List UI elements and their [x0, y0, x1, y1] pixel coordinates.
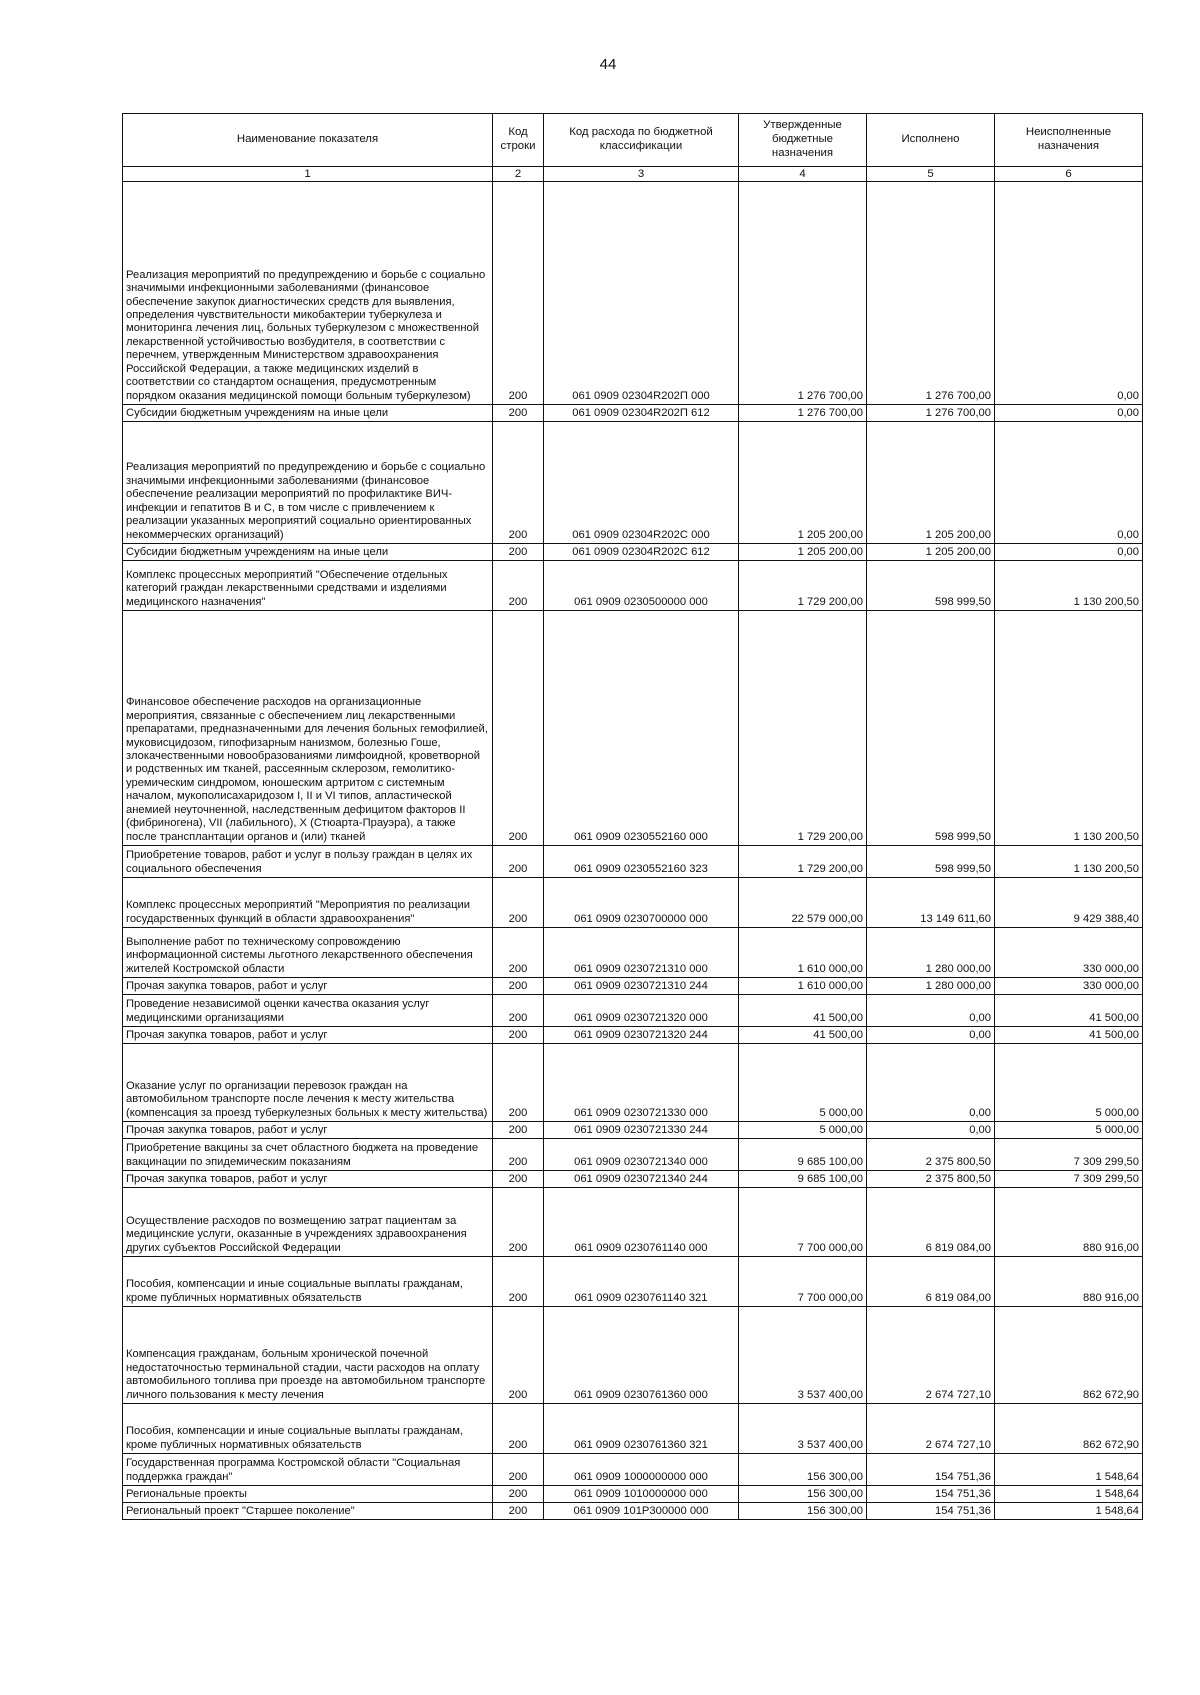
cell-line-code: 200	[493, 978, 544, 995]
cell-line-code: 200	[493, 611, 544, 846]
cell-indicator-name: Комплекс процессных мероприятий "Мероприятия по реализации государственных функций в области здравоохранения"	[123, 878, 493, 928]
table-row	[123, 611, 1143, 846]
cell-approved: 7 700 000,00	[739, 1257, 867, 1307]
cell-executed: 0,00	[867, 995, 995, 1027]
cell-expense-code: 061 0909 0230761140 000	[544, 1188, 739, 1257]
cell-unexecuted: 41 500,00	[995, 1027, 1143, 1044]
table-row	[123, 1454, 1143, 1486]
cell-expense-code: 061 0909 1000000000 000	[544, 1454, 739, 1486]
cell-expense-code: 061 0909 0230721330 244	[544, 1122, 739, 1139]
cell-executed: 1 276 700,00	[867, 182, 995, 405]
budget-execution-table	[122, 113, 1143, 1520]
cell-line-code: 200	[493, 1257, 544, 1307]
cell-expense-code: 061 0909 02304R202С 612	[544, 544, 739, 561]
cell-approved: 5 000,00	[739, 1044, 867, 1122]
cell-indicator-name: Компенсация гражданам, больным хронической почечной недостаточностью терминальной стадии, части расходов на оплату автомобильного топлива при проезде на автомобильном транспорте личного пользования к месту лечения	[123, 1307, 493, 1404]
cell-approved: 1 729 200,00	[739, 561, 867, 611]
cell-expense-code: 061 0909 0230721320 244	[544, 1027, 739, 1044]
cell-line-code: 200	[493, 1307, 544, 1404]
table-row	[123, 182, 1143, 405]
table-row	[123, 1503, 1143, 1520]
cell-executed: 2 375 800,50	[867, 1171, 995, 1188]
cell-line-code: 200	[493, 1454, 544, 1486]
cell-expense-code: 061 0909 0230721340 244	[544, 1171, 739, 1188]
cell-indicator-name: Пособия, компенсации и иные социальные выплаты гражданам, кроме публичных нормативных обязательств	[123, 1257, 493, 1307]
cell-indicator-name: Комплекс процессных мероприятий "Обеспечение отдельных категорий граждан лекарственными средствами и изделиями медицинского назначения"	[123, 561, 493, 611]
cell-expense-code: 061 0909 0230761360 000	[544, 1307, 739, 1404]
cell-approved: 1 729 200,00	[739, 846, 867, 878]
table-row	[123, 1307, 1143, 1404]
column-number-row	[123, 167, 1143, 182]
table-row	[123, 544, 1143, 561]
cell-approved: 22 579 000,00	[739, 878, 867, 928]
header-indicator-name: Наименование показателя	[123, 114, 493, 167]
cell-line-code: 200	[493, 182, 544, 405]
table-row	[123, 846, 1143, 878]
cell-line-code: 200	[493, 846, 544, 878]
page-number: 44	[599, 56, 617, 73]
cell-approved: 5 000,00	[739, 1122, 867, 1139]
cell-expense-code: 061 0909 02304R202П 612	[544, 405, 739, 422]
cell-executed: 154 751,36	[867, 1454, 995, 1486]
cell-line-code: 200	[493, 1486, 544, 1503]
cell-executed: 598 999,50	[867, 561, 995, 611]
cell-indicator-name: Приобретение вакцины за счет областного бюджета на проведение вакцинации по эпидемическим показаниям	[123, 1139, 493, 1171]
cell-unexecuted: 0,00	[995, 182, 1143, 405]
cell-expense-code: 061 0909 0230721310 000	[544, 928, 739, 978]
cell-approved: 1 276 700,00	[739, 182, 867, 405]
table-row	[123, 1122, 1143, 1139]
cell-unexecuted: 1 130 200,50	[995, 611, 1143, 846]
cell-indicator-name: Реализация мероприятий по предупреждению и борьбе с социально значимыми инфекционными заболеваниями (финансовое обеспечение реализации мероприятий по профилактике ВИЧ- инфекции и гепатитов В и С, в том числе с привлечением к реализации указанных мероприятий социально ориентированных некоммерческих организаций)	[123, 422, 493, 544]
cell-executed: 1 205 200,00	[867, 422, 995, 544]
cell-executed: 1 280 000,00	[867, 978, 995, 995]
cell-approved: 1 729 200,00	[739, 611, 867, 846]
cell-indicator-name: Осуществление расходов по возмещению затрат пациентам за медицинские услуги, оказанные в учреждениях здравоохранения других субъектов Российской Федерации	[123, 1188, 493, 1257]
cell-unexecuted: 1 130 200,50	[995, 561, 1143, 611]
cell-indicator-name: Государственная программа Костромской области "Социальная поддержка граждан"	[123, 1454, 493, 1486]
cell-executed: 13 149 611,60	[867, 878, 995, 928]
cell-approved: 3 537 400,00	[739, 1307, 867, 1404]
cell-line-code: 200	[493, 878, 544, 928]
cell-approved: 1 205 200,00	[739, 422, 867, 544]
table-row	[123, 878, 1143, 928]
cell-expense-code: 061 0909 0230761140 321	[544, 1257, 739, 1307]
header-executed: Исполнено	[867, 114, 995, 167]
cell-unexecuted: 0,00	[995, 544, 1143, 561]
cell-line-code: 200	[493, 405, 544, 422]
cell-line-code: 200	[493, 995, 544, 1027]
table-row	[123, 405, 1143, 422]
cell-expense-code: 061 0909 0230700000 000	[544, 878, 739, 928]
table-row	[123, 422, 1143, 544]
cell-unexecuted: 5 000,00	[995, 1044, 1143, 1122]
table-header-row	[123, 114, 1143, 167]
cell-unexecuted: 1 130 200,50	[995, 846, 1143, 878]
cell-expense-code: 061 0909 0230721310 244	[544, 978, 739, 995]
cell-indicator-name: Оказание услуг по организации перевозок граждан на автомобильном транспорте после лечения к месту жительства (компенсация за проезд туберкулезных больных к месту жительства)	[123, 1044, 493, 1122]
cell-approved: 7 700 000,00	[739, 1188, 867, 1257]
cell-executed: 0,00	[867, 1027, 995, 1044]
cell-approved: 41 500,00	[739, 1027, 867, 1044]
cell-executed: 6 819 084,00	[867, 1188, 995, 1257]
cell-executed: 1 280 000,00	[867, 928, 995, 978]
cell-expense-code: 061 0909 0230721320 000	[544, 995, 739, 1027]
table-row	[123, 928, 1143, 978]
cell-expense-code: 061 0909 02304R202С 000	[544, 422, 739, 544]
cell-unexecuted: 7 309 299,50	[995, 1139, 1143, 1171]
cell-approved: 9 685 100,00	[739, 1139, 867, 1171]
header-unexecuted: Неисполненные назначения	[995, 114, 1143, 167]
cell-unexecuted: 1 548,64	[995, 1503, 1143, 1520]
cell-unexecuted: 5 000,00	[995, 1122, 1143, 1139]
cell-unexecuted: 1 548,64	[995, 1486, 1143, 1503]
cell-approved: 156 300,00	[739, 1503, 867, 1520]
cell-unexecuted: 330 000,00	[995, 978, 1143, 995]
cell-line-code: 200	[493, 1139, 544, 1171]
cell-line-code: 200	[493, 422, 544, 544]
cell-indicator-name: Прочая закупка товаров, работ и услуг	[123, 978, 493, 995]
cell-expense-code: 061 0909 0230552160 000	[544, 611, 739, 846]
cell-approved: 41 500,00	[739, 995, 867, 1027]
cell-executed: 1 276 700,00	[867, 405, 995, 422]
cell-indicator-name: Прочая закупка товаров, работ и услуг	[123, 1122, 493, 1139]
table-body	[123, 182, 1143, 1520]
cell-unexecuted: 862 672,90	[995, 1307, 1143, 1404]
cell-expense-code: 061 0909 0230721340 000	[544, 1139, 739, 1171]
column-number: 4	[739, 167, 867, 182]
cell-expense-code: 061 0909 0230721330 000	[544, 1044, 739, 1122]
cell-unexecuted: 880 916,00	[995, 1257, 1143, 1307]
table-row	[123, 978, 1143, 995]
cell-unexecuted: 0,00	[995, 405, 1143, 422]
cell-executed: 598 999,50	[867, 611, 995, 846]
cell-line-code: 200	[493, 561, 544, 611]
cell-indicator-name: Региональный проект "Старшее поколение"	[123, 1503, 493, 1520]
column-number: 5	[867, 167, 995, 182]
column-number: 6	[995, 167, 1143, 182]
cell-indicator-name: Прочая закупка товаров, работ и услуг	[123, 1027, 493, 1044]
cell-unexecuted: 7 309 299,50	[995, 1171, 1143, 1188]
table-row	[123, 1027, 1143, 1044]
header-approved: Утвержденные бюджетные назначения	[739, 114, 867, 167]
cell-executed: 1 205 200,00	[867, 544, 995, 561]
cell-indicator-name: Выполнение работ по техническому сопровождению информационной системы льготного лекарственного обеспечения жителей Костромской области	[123, 928, 493, 978]
cell-executed: 154 751,36	[867, 1486, 995, 1503]
cell-indicator-name: Субсидии бюджетным учреждениям на иные цели	[123, 405, 493, 422]
cell-indicator-name: Финансовое обеспечение расходов на организационные мероприятия, связанные с обеспечением лиц лекарственными препаратами, предназначенными для лечения больных гемофилией, муковисцидозом, гипофизарным нанизмом, болезнью Гоше, злокачественными новообразованиями лимфоидной, кроветворной и родственных им тканей, рассеянным склерозом, гемолитико-уремическим синдромом, юношеским артритом с системным началом, мукополисахаридозом I, II и VI типов, апластической анемией неуточненной, наследственным дефицитом факторов II (фибриногена), VII (лабильного), X (Стюарта-Прауэра), а также после трансплантации органов и (или) тканей	[123, 611, 493, 846]
cell-expense-code: 061 0909 0230500000 000	[544, 561, 739, 611]
cell-expense-code: 061 0909 02304R202П 000	[544, 182, 739, 405]
cell-executed: 2 674 727,10	[867, 1307, 995, 1404]
cell-approved: 156 300,00	[739, 1454, 867, 1486]
column-number: 2	[493, 167, 544, 182]
cell-unexecuted: 9 429 388,40	[995, 878, 1143, 928]
cell-indicator-name: Приобретение товаров, работ и услуг в пользу граждан в целях их социального обеспечения	[123, 846, 493, 878]
cell-unexecuted: 330 000,00	[995, 928, 1143, 978]
cell-indicator-name: Реализация мероприятий по предупреждению и борьбе с социально значимыми инфекционными заболеваниями (финансовое обеспечение закупок диагностических средств для выявления, определения чувствительности микобактерии туберкулеза и мониторинга лечения лиц, больных туберкулезом с множественной лекарственной устойчивостью возбудителя, в соответствии с перечнем, утвержденным Министерством здравоохранения Российской Федерации, а также медицинских изделий в соответствии со стандартом оснащения, предусмотренным порядком оказания медицинской помощи больным туберкулезом)	[123, 182, 493, 405]
cell-executed: 6 819 084,00	[867, 1257, 995, 1307]
cell-approved: 3 537 400,00	[739, 1404, 867, 1454]
cell-unexecuted: 41 500,00	[995, 995, 1143, 1027]
table-row	[123, 1257, 1143, 1307]
cell-executed: 598 999,50	[867, 846, 995, 878]
cell-indicator-name: Пособия, компенсации и иные социальные выплаты гражданам, кроме публичных нормативных обязательств	[123, 1404, 493, 1454]
cell-line-code: 200	[493, 1171, 544, 1188]
cell-expense-code: 061 0909 1010000000 000	[544, 1486, 739, 1503]
cell-approved: 156 300,00	[739, 1486, 867, 1503]
cell-approved: 1 610 000,00	[739, 978, 867, 995]
cell-unexecuted: 1 548,64	[995, 1454, 1143, 1486]
table-row	[123, 1404, 1143, 1454]
table-row	[123, 995, 1143, 1027]
cell-line-code: 200	[493, 1122, 544, 1139]
cell-approved: 1 205 200,00	[739, 544, 867, 561]
cell-indicator-name: Прочая закупка товаров, работ и услуг	[123, 1171, 493, 1188]
column-number: 3	[544, 167, 739, 182]
cell-line-code: 200	[493, 1404, 544, 1454]
column-number: 1	[123, 167, 493, 182]
cell-unexecuted: 880 916,00	[995, 1188, 1143, 1257]
cell-line-code: 200	[493, 928, 544, 978]
table-row	[123, 1044, 1143, 1122]
cell-unexecuted: 862 672,90	[995, 1404, 1143, 1454]
cell-indicator-name: Региональные проекты	[123, 1486, 493, 1503]
cell-line-code: 200	[493, 1188, 544, 1257]
cell-expense-code: 061 0909 101Р300000 000	[544, 1503, 739, 1520]
header-expense-code: Код расхода по бюджетной классификации	[544, 114, 739, 167]
cell-expense-code: 061 0909 0230761360 321	[544, 1404, 739, 1454]
cell-line-code: 200	[493, 1044, 544, 1122]
cell-unexecuted: 0,00	[995, 422, 1143, 544]
table-row	[123, 1486, 1143, 1503]
cell-indicator-name: Проведение независимой оценки качества оказания услуг медицинскими организациями	[123, 995, 493, 1027]
table-row	[123, 1139, 1143, 1171]
cell-line-code: 200	[493, 1503, 544, 1520]
cell-executed: 2 375 800,50	[867, 1139, 995, 1171]
cell-executed: 154 751,36	[867, 1503, 995, 1520]
cell-indicator-name: Субсидии бюджетным учреждениям на иные цели	[123, 544, 493, 561]
cell-approved: 1 276 700,00	[739, 405, 867, 422]
cell-expense-code: 061 0909 0230552160 323	[544, 846, 739, 878]
cell-executed: 0,00	[867, 1122, 995, 1139]
cell-line-code: 200	[493, 1027, 544, 1044]
cell-line-code: 200	[493, 544, 544, 561]
table-row	[123, 561, 1143, 611]
cell-approved: 1 610 000,00	[739, 928, 867, 978]
cell-approved: 9 685 100,00	[739, 1171, 867, 1188]
table-row	[123, 1171, 1143, 1188]
header-line-code: Код строки	[493, 114, 544, 167]
cell-executed: 0,00	[867, 1044, 995, 1122]
cell-executed: 2 674 727,10	[867, 1404, 995, 1454]
table-row	[123, 1188, 1143, 1257]
